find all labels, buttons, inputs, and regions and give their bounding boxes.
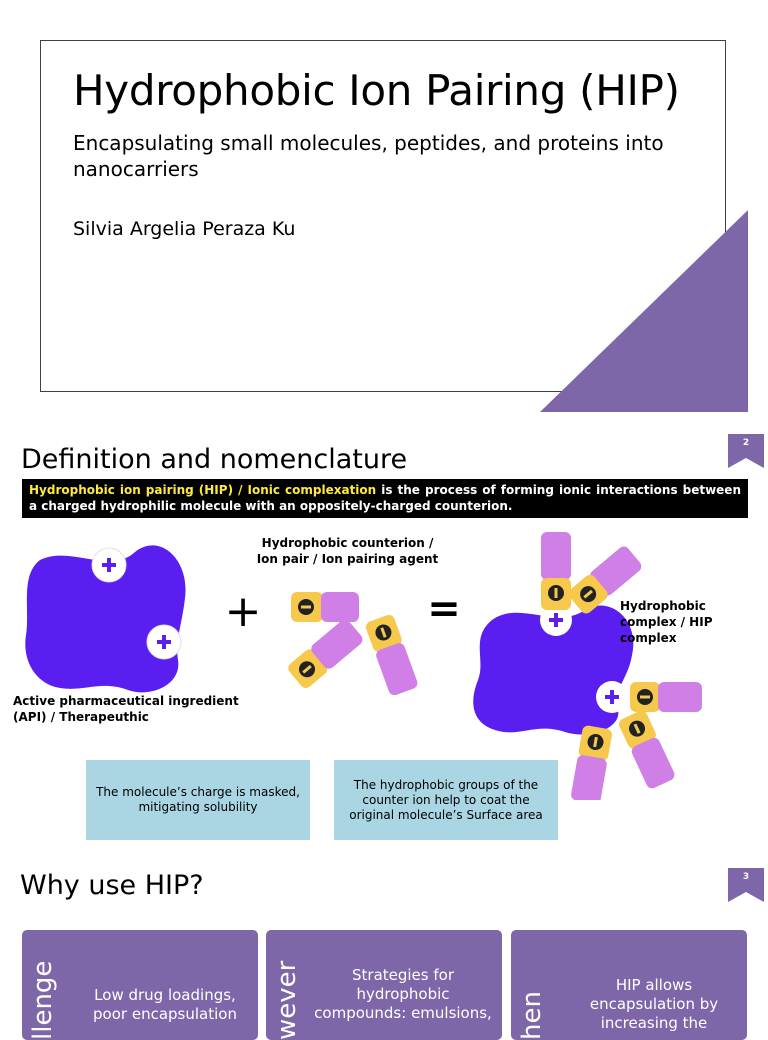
counterion-label-line2: Ion pair / Ion pairing agent [256,552,439,566]
card-text: HIP allows encapsulation by increasing the [589,976,719,1032]
page-number: 2 [742,438,750,448]
page-number: 3 [742,872,750,882]
bound-counterion [617,709,676,791]
presentation-author: Silvia Argelia Peraza Ku [73,218,296,240]
plus-operator: + [224,586,262,637]
counterion-horizontal [291,592,359,622]
definition-term: Hydrophobic ion pairing (HIP) / Ionic complexation [29,483,377,497]
counterion-tilted [364,613,419,697]
slide2-heading: Definition and nomenclature [21,444,408,475]
bound-counterion [570,725,613,800]
plus-charge-icon [147,625,181,659]
api-label-line2: (API) / Therapeuthic [13,710,149,724]
card-side-label: wever [272,960,302,1040]
page-number-badge [728,868,764,902]
decorative-triangle [0,0,768,430]
bound-counterion [630,682,702,712]
complex-label [620,598,720,646]
complex-label-line3: complex [620,631,677,645]
title-slide [0,0,768,430]
definition-bar [22,479,748,518]
equals-operator: = [427,586,461,632]
plus-charge-icon [596,681,628,713]
api-label [13,693,253,725]
complex-label-line2: complex / HIP [620,615,713,629]
info-box-charge: The molecule’s charge is masked, mitigating solubility [86,760,310,840]
counterion-label [250,535,445,567]
info-box-hydrophobic: The hydrophobic groups of the counter ion help to coat the original molecule’s Surface area [334,760,558,840]
presentation-title: Hydrophobic Ion Pairing (HIP) [73,66,680,115]
page-number-badge [728,434,764,468]
counterion-label-line1: Hydrophobic counterion / [261,536,434,550]
plus-charge-icon [92,548,126,582]
card-side-label: llenge [28,960,58,1040]
counterion-diagonal [286,617,365,690]
slide3-heading: Why use HIP? [20,870,204,901]
bound-counterion [541,532,571,610]
definition-text: is the process of forming ionic interactions between a charged hydrophilic molecule with an oppositely-charged counterion. [29,483,741,513]
card-text: Strategies for hydrophobic compounds: emulsions, [314,966,492,1022]
card-side-label: hen [517,991,547,1040]
complex-label-line1: Hydrophobic [620,599,706,613]
api-label-line1: Active pharmaceutical ingredient [13,694,239,708]
presentation-subtitle: Encapsulating small molecules, peptides, and proteins into nanocarriers [73,131,664,181]
card-text: Low drug loadings, poor encapsulation [93,986,237,1023]
